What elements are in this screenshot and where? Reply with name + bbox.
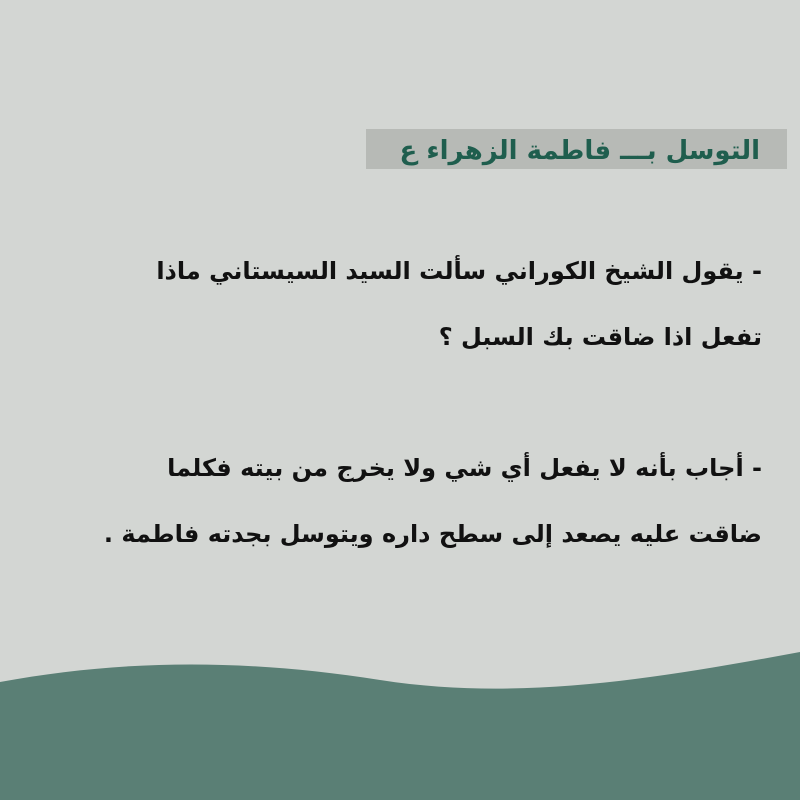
answer-paragraph — [103, 435, 762, 567]
decorative-wave — [0, 640, 800, 800]
post-title: التوسل بـــ فاطمة الزهراء ع — [399, 136, 760, 166]
question-paragraph — [122, 238, 762, 370]
question-line-2: تفعل اذا ضاقت بك السبل ؟ — [438, 323, 762, 351]
question-line-1: - يقول الشيخ الكوراني سألت السيد السيستاني ماذا — [156, 257, 762, 285]
wave-shape — [0, 652, 800, 800]
answer-line-1: - أجاب بأنه لا يفعل أي شي ولا يخرج من بيته فكلما — [167, 454, 762, 482]
answer-line-2: ضاقت عليه يصعد إلى سطح داره ويتوسل بجدته فاطمة . — [103, 520, 762, 548]
